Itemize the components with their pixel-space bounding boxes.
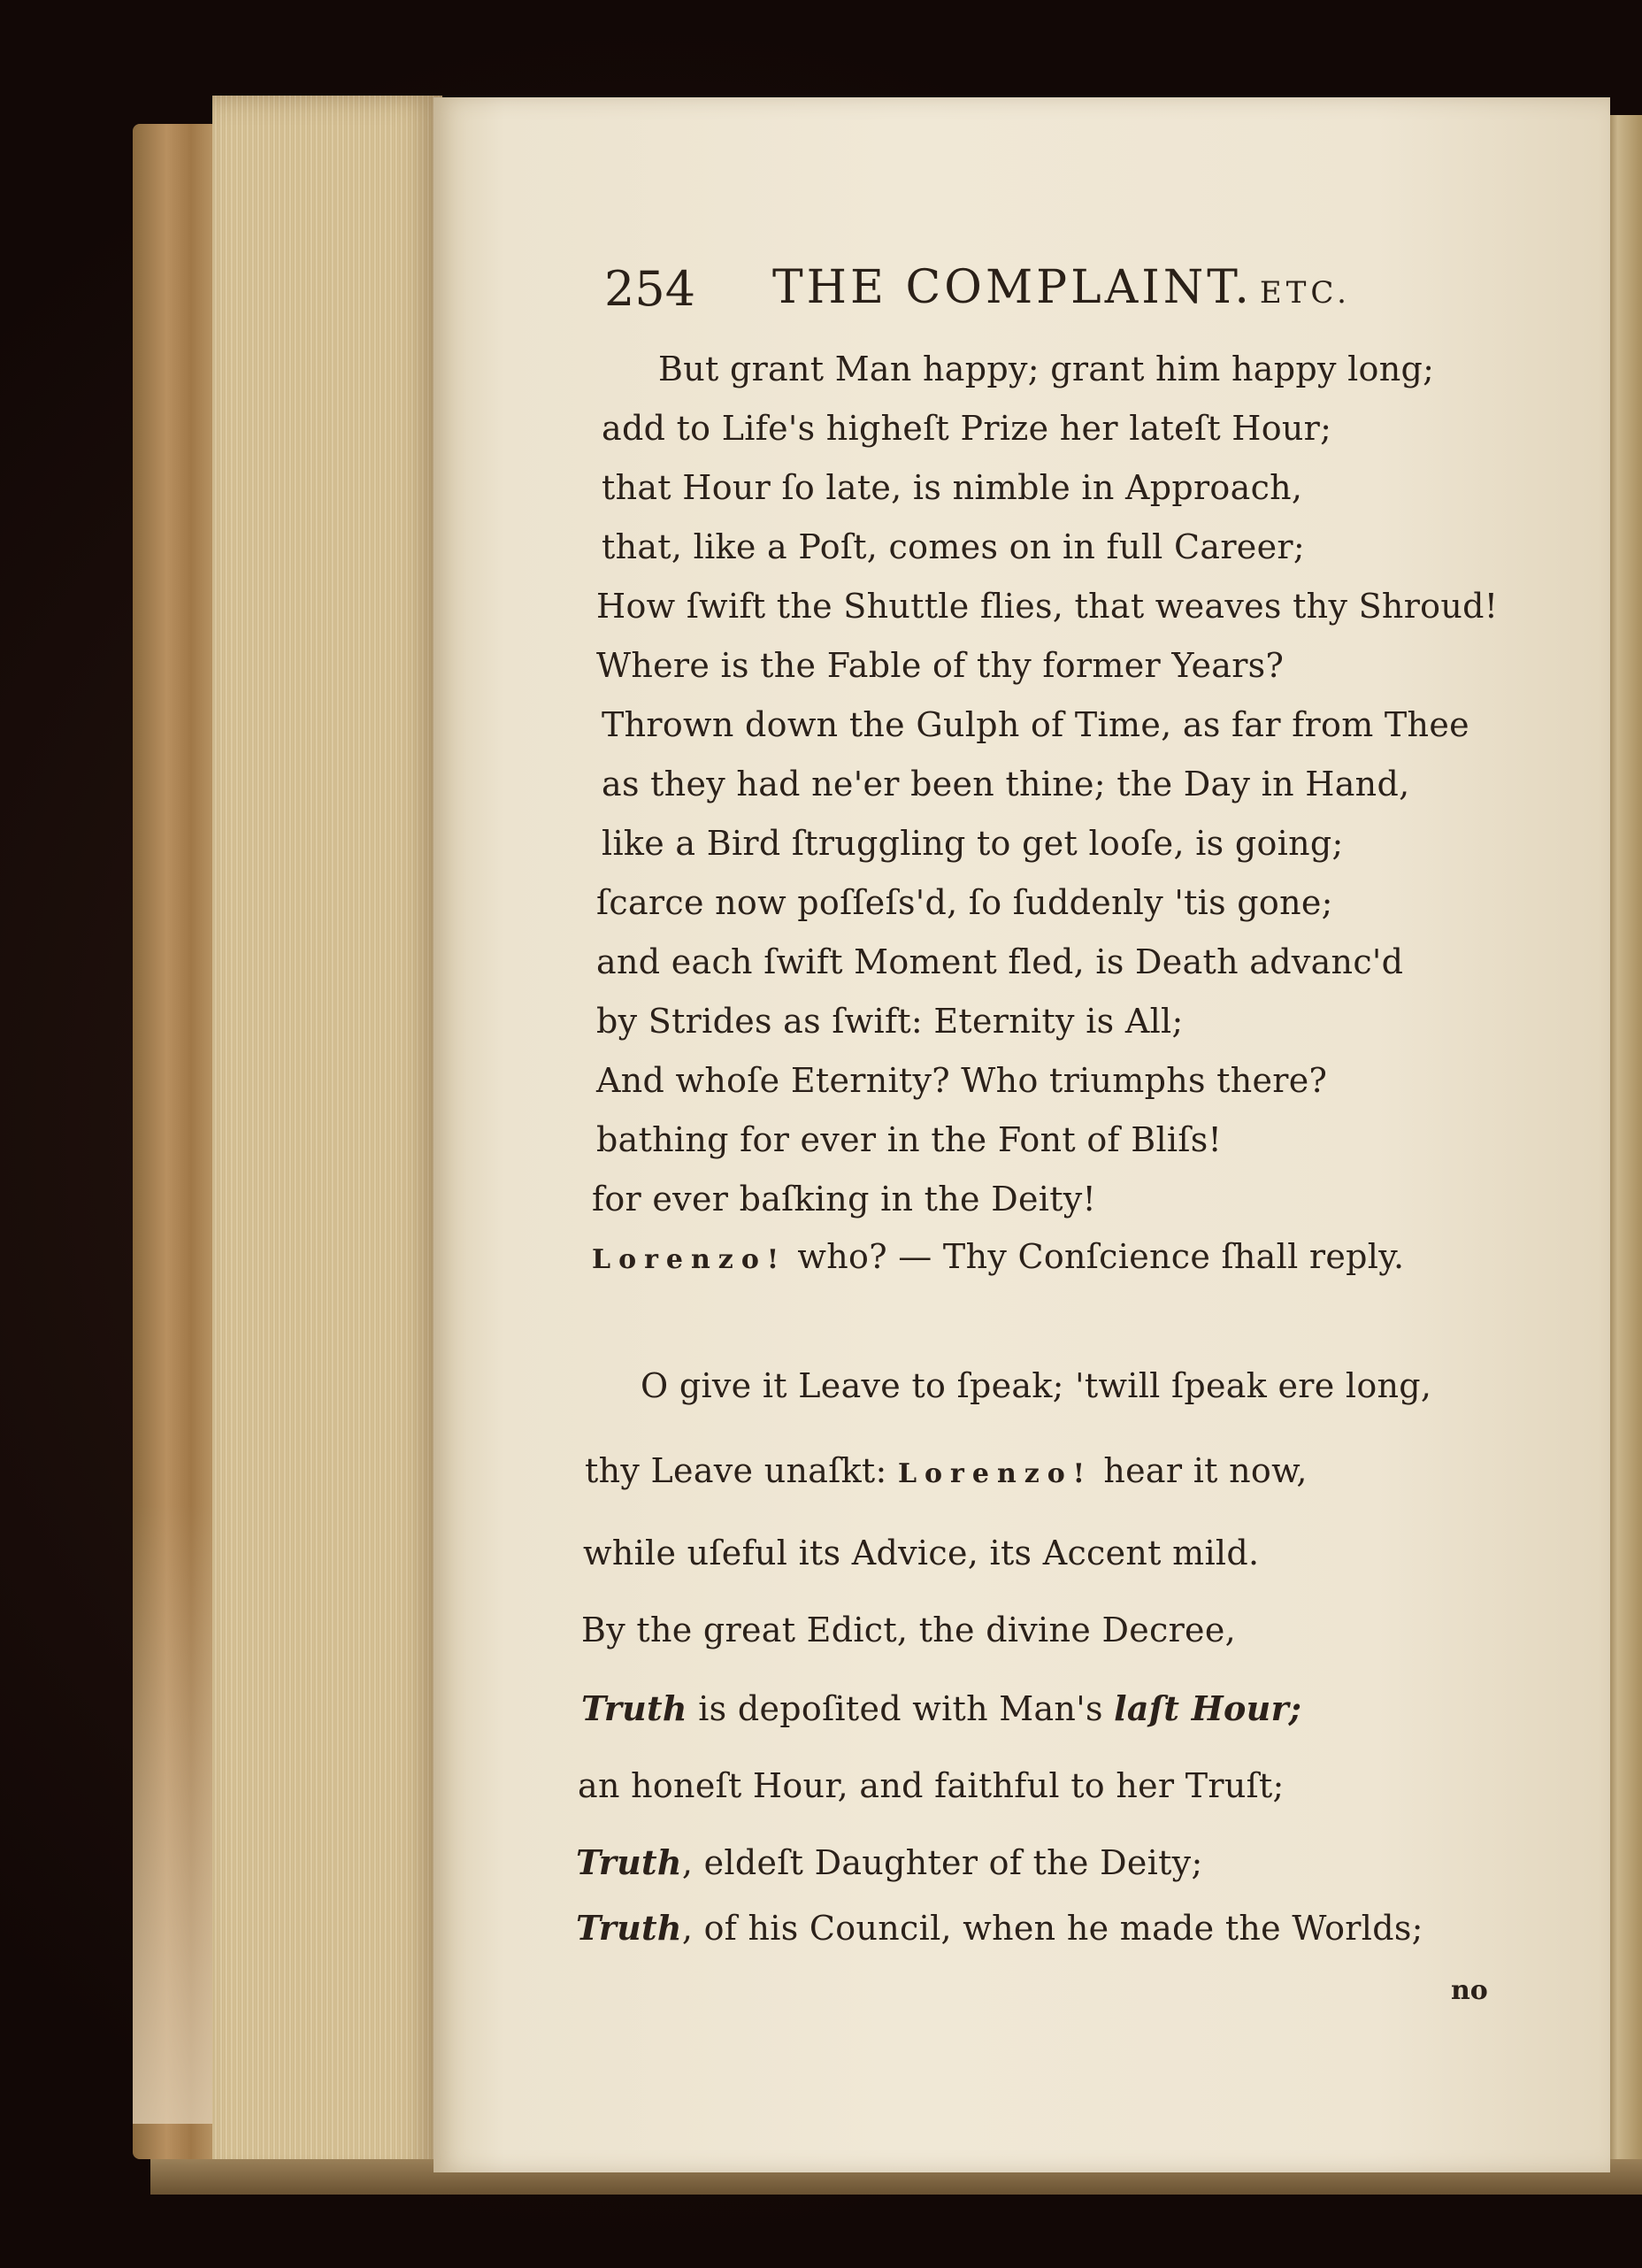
verse-text: thy Leave unaſkt: — [585, 1451, 898, 1490]
verse-text: add to Life's higheſt Prize her lateſt Hour; — [602, 409, 1332, 448]
verse-line — [602, 824, 1344, 863]
verse-line — [596, 1061, 1327, 1100]
verse-text: And whoſe Eternity? Who triumphs there? — [596, 1061, 1328, 1100]
addressee-name: Lorenzo! — [592, 1244, 787, 1275]
verse-line — [602, 409, 1331, 448]
verse-line — [576, 1842, 1203, 1882]
verse-text: while uſeful its Advice, its Accent mild. — [583, 1534, 1260, 1572]
running-head — [772, 261, 1351, 314]
verse-line — [596, 587, 1498, 626]
verse-text: But grant Man happy; grant him happy long; — [658, 350, 1435, 388]
verse-line — [596, 942, 1403, 981]
verse-text: that Hour ſo late, is nimble in Approach, — [602, 468, 1303, 507]
verse-text: an honeſt Hour, and faithful to her Truſt; — [578, 1766, 1285, 1805]
verse-line — [602, 705, 1469, 744]
verse-line — [583, 1534, 1259, 1572]
page-header — [0, 261, 1642, 332]
italic-word: Truth — [576, 1908, 682, 1948]
verse-line — [596, 1002, 1184, 1041]
verse-text: who? — Thy Conſcience ſhall reply. — [786, 1237, 1405, 1276]
verse-text: , eldeſt Daughter of the Deity; — [681, 1843, 1203, 1882]
verse-text: By the great Edict, the divine Decree, — [581, 1611, 1237, 1649]
catchword: no — [1451, 1975, 1488, 2006]
verse-text: and each ſwift Moment fled, is Death advanc'd — [596, 942, 1404, 981]
page-edges — [212, 96, 442, 2184]
running-head-title: THE COMPLAINT. — [772, 261, 1253, 314]
page-number: 254 — [604, 261, 696, 317]
verse-text: hear it now, — [1092, 1451, 1308, 1490]
cover-wear — [133, 1504, 212, 2124]
verse-text: like a Bird ſtruggling to get looſe, is going; — [602, 824, 1344, 863]
italic-word: Truth — [576, 1842, 682, 1882]
verse-text: by Strides as ſwift: Eternity is All; — [596, 1002, 1184, 1041]
verse-line — [581, 1688, 1301, 1728]
verse-text: for ever baſking in the Deity! — [592, 1180, 1097, 1219]
verse-line — [585, 1451, 1308, 1490]
verse-line — [581, 1611, 1236, 1649]
verse-line — [641, 1366, 1431, 1405]
verse-line — [602, 527, 1305, 566]
verse-text: How ſwift the Shuttle flies, that weaves thy Shroud! — [596, 587, 1499, 626]
verse-text: Thrown down the Gulph of Time, as far from Thee — [602, 705, 1469, 744]
verse-line — [602, 468, 1302, 507]
verse-text: O give it Leave to ſpeak; 'twill ſpeak ere long, — [641, 1366, 1432, 1405]
verse-line — [592, 1237, 1404, 1276]
verse-line — [602, 765, 1409, 803]
verse-line — [596, 883, 1333, 922]
verse-text: Where is the Fable of thy former Years? — [596, 646, 1285, 685]
verse-line — [596, 646, 1284, 685]
verse-text: is depoſited with Man's — [687, 1689, 1115, 1728]
verse-line — [578, 1766, 1285, 1805]
verse-line — [658, 350, 1434, 388]
verse-text: that, like a Poſt, comes on in full Career; — [602, 527, 1305, 566]
verse-text: ſcarce now poſſeſs'd, ſo ſuddenly 'tis gone; — [596, 883, 1333, 922]
verse-line — [596, 1120, 1222, 1159]
verse-line — [592, 1180, 1096, 1219]
italic-word: Truth — [581, 1688, 687, 1728]
verse-text: bathing for ever in the Font of Bliſs! — [596, 1120, 1223, 1159]
verse-text: , of his Council, when he made the Worlds; — [681, 1909, 1423, 1948]
italic-word: laſt Hour; — [1114, 1688, 1302, 1728]
verse-line — [576, 1908, 1423, 1948]
running-head-suffix: ETC. — [1259, 275, 1351, 311]
verse-text: as they had ne'er been thine; the Day in Hand, — [602, 765, 1410, 803]
addressee-name: Lorenzo! — [897, 1458, 1093, 1489]
